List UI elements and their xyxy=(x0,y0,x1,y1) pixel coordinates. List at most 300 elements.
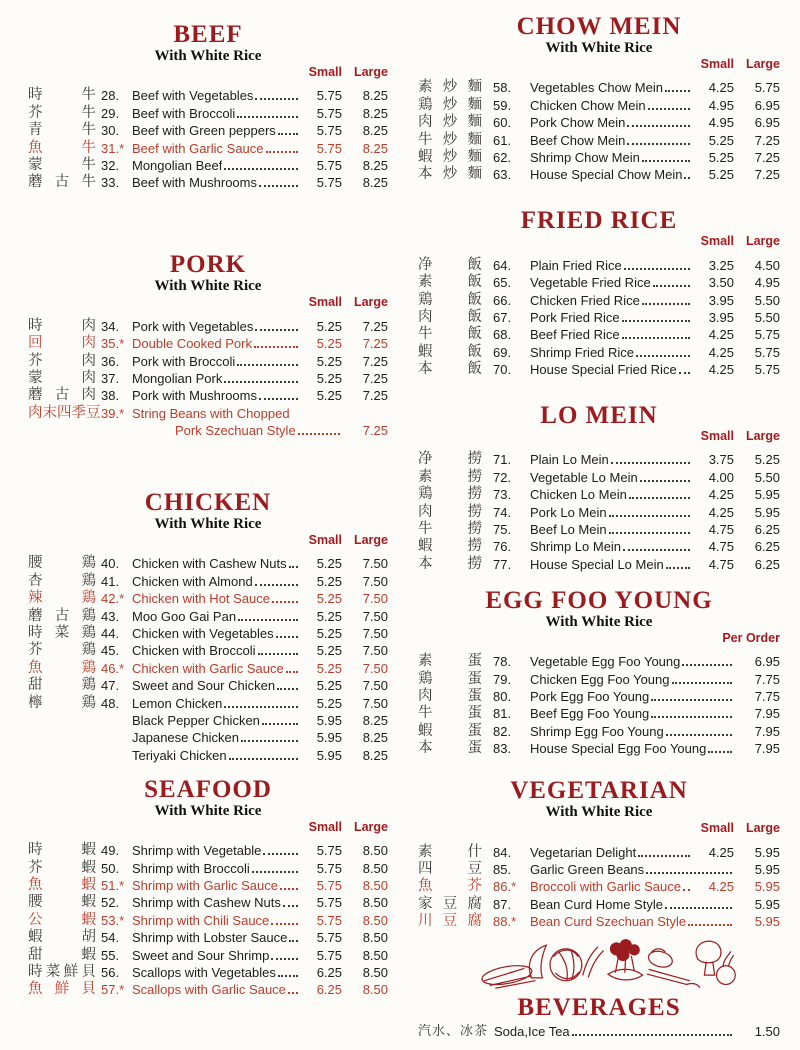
chinese-char: 貝 xyxy=(81,963,96,980)
item-number: 69. xyxy=(493,344,512,360)
dotted-leader xyxy=(278,133,298,135)
chinese-char: 麵 xyxy=(467,79,482,96)
chinese-char: 麵 xyxy=(467,114,482,131)
item-price-small: 4.00 xyxy=(708,469,734,485)
item-chinese-name xyxy=(418,97,482,113)
item-name: Beef Fried Rice xyxy=(530,327,620,343)
item-chinese-name xyxy=(418,521,482,537)
item-number: 31.* xyxy=(101,140,125,156)
dotted-leader xyxy=(288,992,298,994)
item-name: Pork Egg Foo Young xyxy=(530,688,650,704)
chinese-char: 炒 xyxy=(442,148,458,165)
dotted-leader xyxy=(636,355,690,357)
item-chinese-name xyxy=(28,353,96,369)
item-price-small: 3.75 xyxy=(708,452,734,468)
item-price-small: 5.75 xyxy=(316,860,342,876)
menu-item-row xyxy=(28,173,388,190)
chinese-char: 蘑 xyxy=(28,607,43,624)
item-chinese-name xyxy=(418,486,482,502)
item-price-large: 8.50 xyxy=(362,982,388,998)
item-chinese-name xyxy=(418,844,482,860)
dotted-leader xyxy=(683,889,690,891)
dotted-leader xyxy=(229,758,298,760)
item-price-small: 5.25 xyxy=(316,695,342,711)
dotted-leader xyxy=(688,924,732,926)
chinese-char: 菜 xyxy=(54,625,70,642)
menu-item-row xyxy=(28,606,388,623)
item-number: 38. xyxy=(101,388,120,404)
chinese-char: 鶏 xyxy=(418,486,433,503)
menu-item-row xyxy=(418,273,780,290)
item-chinese-name xyxy=(28,157,96,173)
item-chinese-name xyxy=(28,370,96,386)
item-name: Beef Egg Foo Young xyxy=(530,706,650,722)
dotted-leader xyxy=(682,664,732,666)
chinese-char: 肉 xyxy=(81,317,96,334)
chinese-char: 撈 xyxy=(467,555,482,572)
dotted-leader xyxy=(258,653,298,655)
item-name: Sweet and Sour Shrimp xyxy=(132,947,270,963)
dotted-leader xyxy=(224,381,298,383)
item-chinese-name xyxy=(28,335,96,351)
item-name: Bean Curd Home Style xyxy=(530,896,663,912)
item-price-large: 8.25 xyxy=(362,747,388,763)
item-price-small: 5.25 xyxy=(316,370,342,386)
item-number: 75. xyxy=(493,522,512,538)
chinese-char: 肉 xyxy=(418,687,433,704)
item-price-small: 5.25 xyxy=(708,149,734,165)
chinese-char: 素 xyxy=(418,843,433,860)
dotted-leader xyxy=(666,734,732,736)
item-price-large: 5.75 xyxy=(754,344,780,360)
item-price-small: 4.25 xyxy=(708,487,734,503)
item-price-large: 5.75 xyxy=(754,80,780,96)
chinese-char: 古 xyxy=(54,387,70,404)
item-name: Beef with Mushrooms xyxy=(132,175,257,191)
chinese-char: 炒 xyxy=(442,96,458,113)
item-chinese-name xyxy=(418,79,482,95)
item-price-large: 8.50 xyxy=(362,930,388,946)
dotted-leader xyxy=(684,177,690,179)
chinese-char: 撈 xyxy=(467,468,482,485)
chinese-char: 飯 xyxy=(467,291,482,308)
item-name: Black Pepper Chicken xyxy=(132,712,260,728)
section-egg-foo-young xyxy=(418,588,780,756)
chinese-char: 時 xyxy=(28,963,43,980)
item-chinese-name xyxy=(418,257,482,273)
item-price-large: 8.25 xyxy=(362,105,388,121)
dotted-leader xyxy=(653,285,690,287)
item-name: Shrimp Egg Foo Young xyxy=(530,723,664,739)
item-number: 79. xyxy=(493,671,512,687)
menu-item-row xyxy=(28,624,388,641)
item-price-small: 4.25 xyxy=(708,879,734,895)
chinese-char: 蛋 xyxy=(467,687,482,704)
item-price-large: 7.50 xyxy=(362,660,388,676)
dotted-leader xyxy=(277,688,298,690)
chinese-char: 炒 xyxy=(442,166,458,183)
dotted-leader xyxy=(679,372,690,374)
chinese-char: 家 xyxy=(418,895,433,912)
chinese-char: 素 xyxy=(418,653,433,670)
chinese-char: 牛 xyxy=(418,521,433,538)
dotted-leader xyxy=(642,303,690,305)
item-number: 40. xyxy=(101,556,120,572)
item-name: Bean Curd Szechuan Style xyxy=(530,914,687,930)
dotted-leader xyxy=(272,601,298,603)
chinese-char: 鶏 xyxy=(81,677,96,694)
item-name: Chicken Lo Mein xyxy=(530,487,627,503)
item-price-large: 7.50 xyxy=(362,626,388,642)
chinese-char: 鮮 xyxy=(54,981,70,998)
item-price-small: 4.25 xyxy=(708,362,734,378)
price-header xyxy=(418,429,780,444)
item-price-large: 6.25 xyxy=(754,539,780,555)
item-price-small: 5.25 xyxy=(316,318,342,334)
item-name: Pork Chow Mein xyxy=(530,115,626,131)
item-price-large: 7.25 xyxy=(754,149,780,165)
item-price-large: 7.75 xyxy=(754,688,780,704)
item-number: 58. xyxy=(493,80,512,96)
menu-item-row xyxy=(28,641,388,658)
item-price-large: 8.50 xyxy=(362,877,388,893)
item-number: 64. xyxy=(493,257,512,273)
item-price-small: 5.25 xyxy=(316,573,342,589)
chinese-char: 飯 xyxy=(467,326,482,343)
item-price-small: 5.25 xyxy=(316,388,342,404)
chinese-char: 芥 xyxy=(28,642,43,659)
item-name: Chicken with Broccoli xyxy=(132,643,256,659)
dotted-leader xyxy=(672,682,733,684)
chinese-char: 鶏 xyxy=(81,694,96,711)
item-number: 78. xyxy=(493,654,512,670)
item-name: Chicken Chow Mein xyxy=(530,97,646,113)
dotted-leader xyxy=(263,853,298,855)
item-name: House Special Lo Mein xyxy=(530,556,664,572)
item-price-large: 5.95 xyxy=(754,844,780,860)
price-header xyxy=(28,295,388,310)
item-price-large: 8.50 xyxy=(362,895,388,911)
chinese-char: 麵 xyxy=(467,148,482,165)
item-price-large: 7.95 xyxy=(754,706,780,722)
chinese-char: 菜 xyxy=(45,963,61,980)
item-number: 49. xyxy=(101,843,120,859)
menu-item-row xyxy=(28,980,388,997)
item-number: 72. xyxy=(493,469,512,485)
item-chinese-name xyxy=(28,174,96,190)
menu-item-row xyxy=(28,403,388,420)
item-price-small: 5.75 xyxy=(316,157,342,173)
item-price-small: 5.25 xyxy=(316,353,342,369)
chinese-char: 蝦 xyxy=(81,859,96,876)
chinese-char: 蛋 xyxy=(467,740,482,757)
item-chinese-name xyxy=(418,326,482,342)
item-price-large: 4.50 xyxy=(754,257,780,273)
item-price-small: 3.95 xyxy=(708,309,734,325)
item-number: 41. xyxy=(101,573,120,589)
chinese-char: 蛋 xyxy=(467,722,482,739)
item-price-large: 7.50 xyxy=(362,678,388,694)
item-number: 60. xyxy=(493,115,512,131)
chinese-char: 肉 xyxy=(28,404,43,421)
chinese-char: 麵 xyxy=(467,166,482,183)
item-chinese-name xyxy=(418,896,482,912)
item-number: 28. xyxy=(101,88,120,104)
chinese-char: 時 xyxy=(28,842,43,859)
item-number: 32. xyxy=(101,157,120,173)
chinese-char: 鮮 xyxy=(63,963,79,980)
item-chinese-name xyxy=(28,625,96,641)
dotted-leader xyxy=(648,108,690,110)
item-price-large: 8.50 xyxy=(362,912,388,928)
item-number: 30. xyxy=(101,123,120,139)
menu-item-row xyxy=(28,421,388,438)
dotted-leader xyxy=(622,337,690,339)
chinese-char: 芥 xyxy=(28,859,43,876)
chinese-char: 時 xyxy=(28,87,43,104)
menu-item-row xyxy=(28,554,388,571)
section-seafood xyxy=(28,777,388,998)
item-number: 83. xyxy=(493,741,512,757)
item-price-large: 7.25 xyxy=(754,167,780,183)
item-price-small: 5.75 xyxy=(316,140,342,156)
menu-item-row xyxy=(28,103,388,120)
chinese-char: 豆 xyxy=(442,913,458,930)
chinese-char: 麵 xyxy=(467,96,482,113)
item-chinese-name xyxy=(418,653,482,669)
item-price-small: 5.25 xyxy=(316,660,342,676)
dotted-leader xyxy=(651,699,732,701)
item-number: 56. xyxy=(101,964,120,980)
item-price-large: 5.25 xyxy=(754,452,780,468)
item-chinese-name xyxy=(418,344,482,360)
menu-item-row xyxy=(28,676,388,693)
item-price-small: 3.25 xyxy=(708,257,734,273)
item-number: 73. xyxy=(493,487,512,503)
item-chinese-name xyxy=(418,705,482,721)
item-name: Lemon Chicken xyxy=(132,695,223,711)
item-number: 39.* xyxy=(101,405,125,421)
item-number: 34. xyxy=(101,318,120,334)
menu-item-row xyxy=(28,571,388,588)
dotted-leader xyxy=(622,320,690,322)
menu-item-row xyxy=(418,148,780,165)
item-number: 53.* xyxy=(101,912,125,928)
dotted-leader xyxy=(237,364,298,366)
chinese-char: 飯 xyxy=(467,308,482,325)
item-number: 44. xyxy=(101,626,120,642)
chinese-char: 素 xyxy=(418,274,433,291)
dotted-leader xyxy=(572,1034,732,1036)
item-name: Broccoli with Garlic Sauce xyxy=(530,879,681,895)
chinese-char: 撈 xyxy=(467,451,482,468)
chinese-char: 古 xyxy=(54,174,70,191)
price-header xyxy=(28,65,388,80)
menu-item-row xyxy=(28,589,388,606)
item-price-large: 5.75 xyxy=(754,327,780,343)
chinese-char: 蝦 xyxy=(28,929,43,946)
chinese-char: 撈 xyxy=(467,486,482,503)
item-name: Scallops with Vegetables xyxy=(132,964,276,980)
item-price-large: 1.50 xyxy=(754,1023,780,1039)
dotted-leader xyxy=(609,515,690,517)
item-price-small: 4.75 xyxy=(708,556,734,572)
menu-item-row xyxy=(28,876,388,893)
item-price-small: 5.25 xyxy=(708,167,734,183)
item-number: 81. xyxy=(493,706,512,722)
item-price-small: 4.25 xyxy=(708,504,734,520)
item-price-large: 8.25 xyxy=(362,140,388,156)
small-price-label: Small xyxy=(308,819,342,834)
item-number: 48. xyxy=(101,695,120,711)
item-price-large: 5.95 xyxy=(754,504,780,520)
item-price-large: 4.95 xyxy=(754,275,780,291)
item-price-small: 6.25 xyxy=(316,982,342,998)
dotted-leader xyxy=(638,855,690,857)
item-price-large: 6.95 xyxy=(754,97,780,113)
section-title: BEVERAGES xyxy=(517,994,681,1022)
item-name: Mongolian Pork xyxy=(132,370,223,386)
item-name: Shrimp Lo Mein xyxy=(530,539,622,555)
price-header xyxy=(28,820,388,835)
item-number: 76. xyxy=(493,539,512,555)
item-name: Beef with Vegetables xyxy=(132,88,254,104)
item-name: Moo Goo Gai Pan xyxy=(132,608,237,624)
item-number: 42.* xyxy=(101,591,125,607)
item-price-small: 6.25 xyxy=(316,964,342,980)
item-price-large: 7.50 xyxy=(362,556,388,572)
chinese-char: 蘑 xyxy=(28,387,43,404)
price-header xyxy=(28,533,388,548)
item-price-large: 5.95 xyxy=(754,487,780,503)
large-price-label: Large xyxy=(353,533,388,548)
menu-item-row xyxy=(418,95,780,112)
chinese-char: 貝 xyxy=(81,981,96,998)
item-name: Vegetable Egg Foo Young xyxy=(530,654,681,670)
chinese-char: 甜 xyxy=(28,946,43,963)
menu-item-row xyxy=(418,165,780,182)
item-number: 50. xyxy=(101,860,120,876)
chinese-char: 蛋 xyxy=(467,705,482,722)
item-number: 62. xyxy=(493,149,512,165)
menu-item-row xyxy=(418,342,780,359)
item-chinese-name xyxy=(28,677,96,693)
item-price-large: 8.25 xyxy=(362,175,388,191)
item-name: House Special Egg Foo Young xyxy=(530,741,707,757)
menu-item-row xyxy=(418,360,780,377)
item-price-small: 5.75 xyxy=(316,105,342,121)
menu-item-row xyxy=(418,113,780,130)
dotted-leader xyxy=(276,636,298,638)
item-number: 68. xyxy=(493,327,512,343)
item-price-large: 7.25 xyxy=(362,370,388,386)
chinese-char: 牛 xyxy=(81,122,96,139)
chinese-char: 回 xyxy=(28,335,43,352)
chinese-char: 净 xyxy=(418,256,433,273)
item-number: 86.* xyxy=(493,879,517,895)
menu-item-row xyxy=(28,386,388,403)
chinese-char: 蛋 xyxy=(467,670,482,687)
chinese-char: 古 xyxy=(54,607,70,624)
item-chinese-name xyxy=(28,929,96,945)
menu-item-row xyxy=(418,308,780,325)
menu-item-row xyxy=(28,369,388,386)
item-price-large: 7.50 xyxy=(362,695,388,711)
chinese-char: 芥 xyxy=(467,878,482,895)
section-title: LO MEIN xyxy=(540,402,658,430)
menu-item-row xyxy=(418,860,780,877)
menu-item-row xyxy=(418,687,780,704)
item-name: Shrimp Chow Mein xyxy=(530,149,640,165)
item-price-small: 5.75 xyxy=(316,843,342,859)
dotted-leader xyxy=(624,268,690,270)
item-price-large: 8.25 xyxy=(362,123,388,139)
menu-right-column xyxy=(418,0,780,1039)
item-chinese-name xyxy=(418,361,482,377)
chinese-char: 豆 xyxy=(442,895,458,912)
chinese-char: 牛 xyxy=(81,156,96,173)
section-vegetarian xyxy=(418,778,780,929)
item-price-small: 5.75 xyxy=(316,947,342,963)
chinese-char: 鶏 xyxy=(81,590,96,607)
item-price-large: 7.50 xyxy=(362,643,388,659)
dotted-leader xyxy=(241,740,298,742)
menu-item-row xyxy=(418,721,780,738)
item-name: Chicken with Almond xyxy=(132,573,253,589)
item-chinese-name xyxy=(418,469,482,485)
section-subtitle: With White Rice xyxy=(154,48,262,64)
item-chinese-name xyxy=(28,660,96,676)
item-name: Vegetarian Delight xyxy=(530,844,637,860)
chinese-char: 腰 xyxy=(28,894,43,911)
chinese-char: 牛 xyxy=(81,139,96,156)
chinese-char: 飯 xyxy=(467,256,482,273)
item-number: 61. xyxy=(493,132,512,148)
chinese-char: 炒 xyxy=(442,131,458,148)
section-beef xyxy=(28,22,388,190)
chinese-char: 蝦 xyxy=(81,911,96,928)
chinese-char: 飯 xyxy=(467,361,482,378)
dotted-leader xyxy=(666,567,690,569)
item-price-large: 5.50 xyxy=(754,292,780,308)
chinese-text: 汽水、冰茶 xyxy=(418,1022,489,1038)
item-price-small: 5.95 xyxy=(316,730,342,746)
dotted-leader xyxy=(627,143,690,145)
item-chinese-name xyxy=(28,590,96,606)
menu-item-row xyxy=(28,963,388,980)
chinese-char: 肉 xyxy=(418,503,433,520)
large-price-label: Large xyxy=(745,429,780,444)
dotted-leader xyxy=(289,566,298,568)
item-price-small: 3.50 xyxy=(708,275,734,291)
menu-item-row xyxy=(418,130,780,147)
item-number: 84. xyxy=(493,844,512,860)
menu-item-row xyxy=(418,520,780,537)
section-title: EGG FOO YOUNG xyxy=(485,586,713,614)
menu-item-row xyxy=(28,893,388,910)
item-price-small: 4.25 xyxy=(708,80,734,96)
chinese-char: 蝦 xyxy=(81,876,96,893)
item-price-small: 4.75 xyxy=(708,539,734,555)
chinese-char: 甜 xyxy=(28,677,43,694)
item-chinese-name xyxy=(28,695,96,711)
chinese-char: 季 xyxy=(71,404,86,421)
item-name: Plain Lo Mein xyxy=(530,452,609,468)
dotted-leader xyxy=(708,751,732,753)
item-price-large: 7.75 xyxy=(754,671,780,687)
item-name: Beef Chow Mein xyxy=(530,132,626,148)
item-price-large: 8.50 xyxy=(362,860,388,876)
